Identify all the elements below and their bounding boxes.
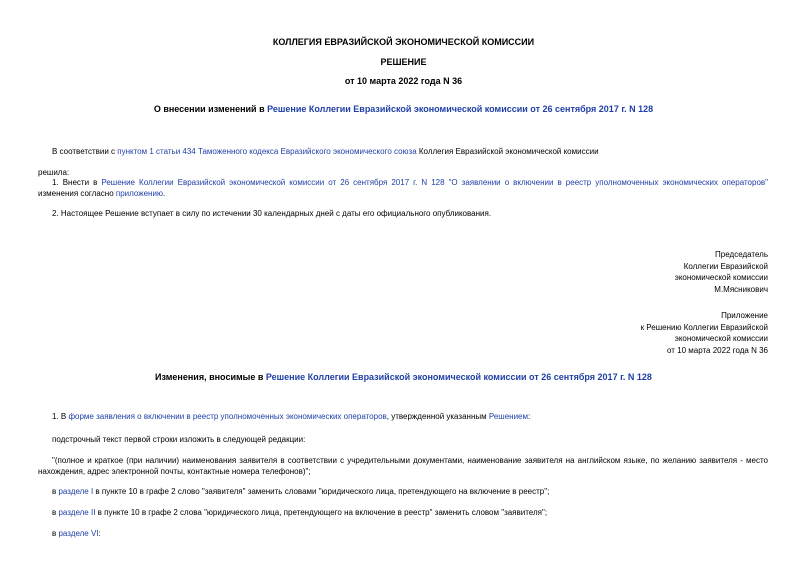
change1-text-1: 1. В xyxy=(52,412,69,421)
change6-text-1: в xyxy=(52,529,59,538)
org-heading: КОЛЛЕГИЯ ЕВРАЗИЙСКОЙ ЭКОНОМИЧЕСКОЙ КОМИССИИ xyxy=(272,37,535,47)
change1-link-form[interactable]: форме заявления о включении в реестр уполномоченных экономических операторов xyxy=(68,412,387,421)
item1-text-1: 1. Внести в xyxy=(52,178,102,187)
document-title xyxy=(0,104,807,114)
change5-text-1: в xyxy=(52,508,59,517)
intro-link[interactable]: пунктом 1 статьи 434 Таможенного кодекса Евразийского экономического союза xyxy=(117,147,417,156)
change6-text-2: : xyxy=(98,529,101,538)
change-1 xyxy=(38,411,768,422)
change5-link-section[interactable]: разделе II xyxy=(58,508,96,517)
change-5 xyxy=(38,507,768,518)
signature-line-3: экономической комиссии xyxy=(674,273,768,282)
change-2: подстрочный текст первой строки изложить в следующей редакции: xyxy=(52,435,306,444)
date-number-heading: от 10 марта 2022 года N 36 xyxy=(344,76,463,86)
change6-link-section[interactable]: разделе VI xyxy=(58,529,99,538)
doc-type-heading: РЕШЕНИЕ xyxy=(380,57,427,67)
item1-link-annex[interactable]: приложению xyxy=(115,189,163,198)
change-3: "(полное и краткое (при наличии) наименования заявителя в соответствии с учредительными документами, наименование заявителя на английском языке, по желанию заявителя - место нахождения, адрес электронной почты, контактные номера телефонов)"; xyxy=(38,456,768,476)
item1-text-2: изменения согласно xyxy=(38,189,116,198)
change4-text-2: в пункте 10 в графе 2 слово "заявителя" заменить словами "юридического лица, претендующего на включение в реестр"; xyxy=(93,487,550,496)
intro-text-2: Коллегия Евразийской экономической комиссии xyxy=(416,147,599,156)
item1-text-3: . xyxy=(162,189,166,198)
change-4 xyxy=(38,486,768,497)
item-2: 2. Настоящее Решение вступает в силу по истечении 30 календарных дней с даты его официального опубликования. xyxy=(52,209,492,218)
annex-line-2: к Решению Коллегии Евразийской xyxy=(640,322,768,332)
change1-text-3: : xyxy=(527,412,531,421)
annex-line-4: от 10 марта 2022 года N 36 xyxy=(666,345,768,355)
change4-link-section[interactable]: разделе I xyxy=(58,487,94,496)
signature-line-1: Председатель xyxy=(715,250,768,259)
item-1 xyxy=(38,177,768,199)
change4-text-1: в xyxy=(52,487,59,496)
intro-text-1: В соответствии с xyxy=(52,147,118,156)
signature-block xyxy=(675,249,768,295)
changes-title-prefix: Изменения, вносимые в xyxy=(155,372,266,382)
changes-title-link[interactable]: Решение Коллегии Евразийской экономической комиссии от 26 сентября 2017 г. N 128 xyxy=(265,372,652,382)
change-6 xyxy=(38,528,768,539)
annex-line-1: Приложение xyxy=(721,311,768,320)
annex-line-3: экономической комиссии xyxy=(674,334,768,343)
annex-block xyxy=(641,310,768,356)
change5-text-2: в пункте 10 в графе 2 слова "юридического лица, претендующего на включение в реестр" заменить словом "заявителя"; xyxy=(95,508,548,517)
change1-link-decision[interactable]: Решением xyxy=(488,412,528,421)
signature-line-2: Коллегии Евразийской xyxy=(683,261,768,271)
item1-link-decision[interactable]: Решение Коллегии Евразийской экономической комиссии от 26 сентября 2017 г. N 128 "О заявлении о включении в реестр уполномоченных экономических операторов" xyxy=(101,178,768,187)
change1-text-2: , утвержденной указанным xyxy=(386,412,489,421)
changes-title xyxy=(0,372,807,382)
signature-name: М.Мясникович xyxy=(714,284,768,294)
intro-paragraph xyxy=(38,146,768,157)
resolved-label: решила: xyxy=(38,168,70,177)
title-link[interactable]: Решение Коллегии Евразийской экономической комиссии от 26 сентября 2017 г. N 128 xyxy=(267,104,654,114)
title-prefix: О внесении изменений в xyxy=(153,104,268,114)
